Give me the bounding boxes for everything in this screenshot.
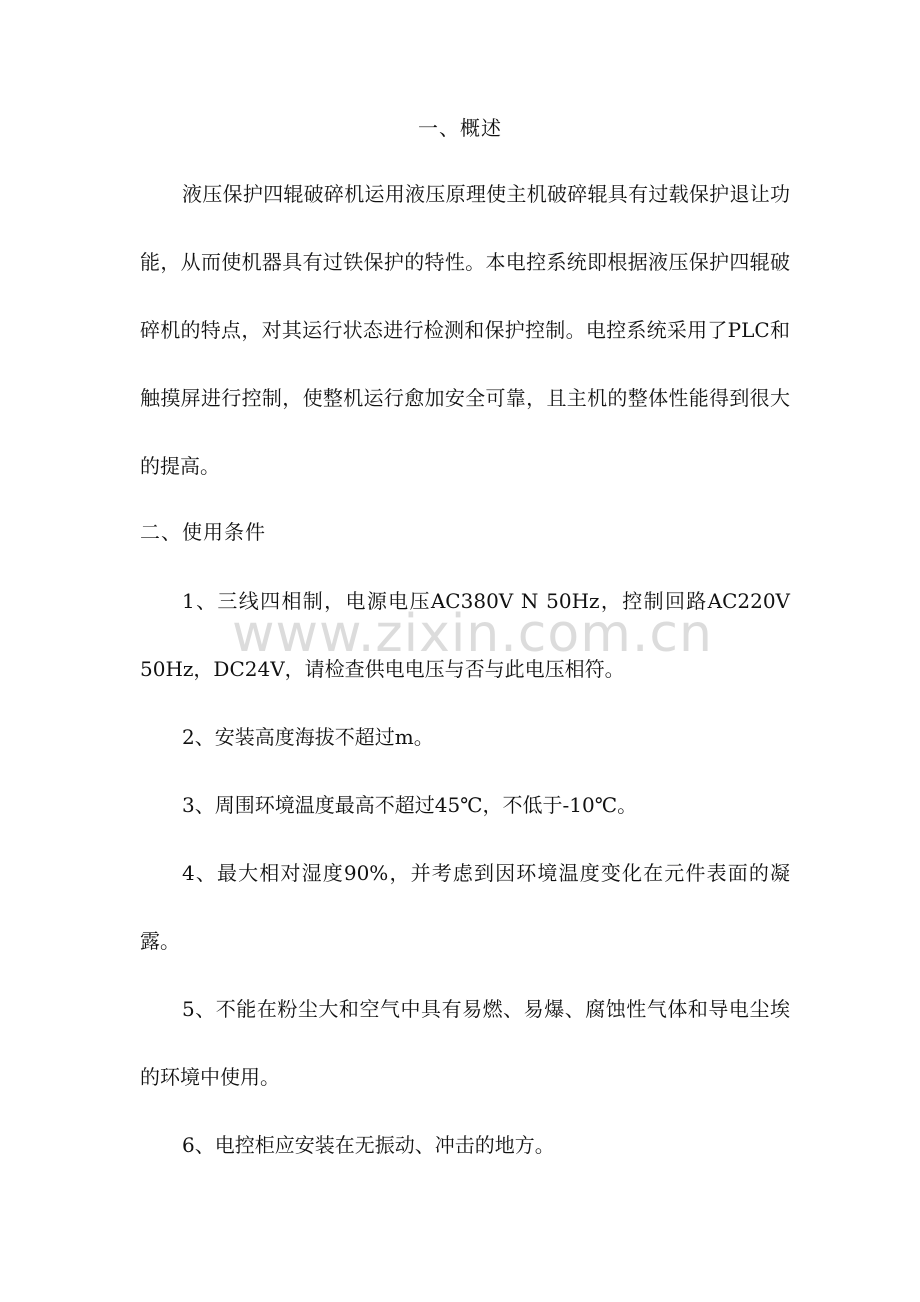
condition-item-6: 6、电控柜应安装在无振动、冲击的地方。: [182, 1133, 555, 1157]
condition-item-2: 2、安装高度海拔不超过m。: [182, 725, 434, 749]
section-title-overview: 一、概述: [418, 116, 502, 140]
condition-item-1: 1、三线四相制，电源电压AC380V N 50Hz，控制回路AC220V 50Hz，DC24V，请检查供电电压与否与此电压相符。: [140, 589, 790, 681]
condition-item-5: 5、不能在粉尘大和空气中具有易燃、易爆、腐蚀性气体和导电尘埃的环境中使用。: [140, 997, 790, 1089]
section-title-usage-conditions: 二、使用条件: [140, 520, 266, 544]
watermark-text: www.zixin.com.cn: [232, 604, 713, 664]
condition-item-4: 4、最大相对湿度90%，并考虑到因环境温度变化在元件表面的凝露。: [140, 861, 790, 953]
condition-item-3: 3、周围环境温度最高不超过45℃，不低于-10℃。: [182, 793, 638, 817]
overview-paragraph: 液压保护四辊破碎机运用液压原理使主机破碎辊具有过载保护退让功能，从而使机器具有过铁保护的特性。本电控系统即根据液压保护四辊破碎机的特点，对其运行状态进行检测和保护控制。电控系统采用了PLC和触摸屏进行控制，使整机运行愈加安全可靠，且主机的整体性能得到很大的提高。: [140, 182, 790, 478]
